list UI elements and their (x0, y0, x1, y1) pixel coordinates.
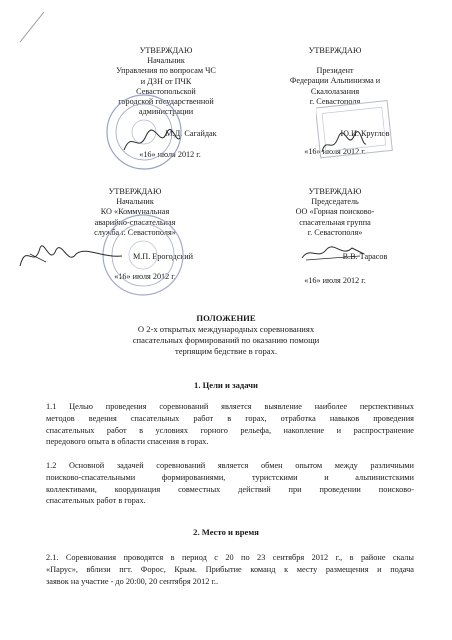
approval-signature-name: М.П. Ерогодский (132, 252, 194, 262)
approval-block-emergency-department (100, 46, 232, 160)
approval-line: Президент (316, 66, 354, 76)
paragraph-line: 1.2 Основной задачей соревнований является обмен опытом между различными (46, 461, 414, 470)
paragraph-1-1 (46, 401, 414, 448)
paragraph-line: методов ведения спасательных работ в горах, отработка навыков проведения (46, 413, 414, 423)
approval-line: ОО «Горная поисково- (295, 207, 375, 217)
approval-line: администрации (138, 107, 194, 117)
paragraph-1-2 (46, 460, 414, 507)
approval-heading: УТВЕРЖДАЮ (308, 46, 362, 55)
section-heading: 2. Место и время (193, 527, 259, 537)
title-line: спасательных формирований по оказанию помощи (132, 335, 320, 345)
approval-block-alpinism-federation (268, 46, 402, 157)
paragraph-2-1 (46, 552, 414, 587)
approval-line: г. Севастополя» (307, 227, 363, 237)
approval-heading: УТВЕРЖДАЮ (308, 187, 362, 196)
approval-signature-name: Ю.И. Круглов (340, 129, 390, 139)
paragraph-line: спасательных работ в горах. (46, 496, 146, 506)
approval-date: «16» июля 2012 г. (304, 147, 366, 157)
paragraph-line: заявок на участие - до 20:00, 20 сентября 2012 г.. (46, 576, 219, 586)
paragraph-line: поисково-спасательными формированиями, туристскими и альпинистскими (46, 472, 414, 482)
approval-line: спасательная группа (299, 217, 371, 227)
approval-heading: УТВЕРЖДАЮ (108, 187, 162, 196)
title-line: ПОЛОЖЕНИЕ (196, 313, 256, 323)
document-title (60, 313, 392, 357)
approval-line: Управления по вопросам ЧС (116, 66, 216, 76)
title-line: О 2-х открытых международных соревнованиях (137, 324, 315, 334)
approval-line: городской государственной (118, 97, 214, 107)
approval-line: г. Севастополя (309, 96, 361, 106)
paragraph-line: 2.1. Соревнования проводятся в период с 20 по 23 сентября 2012 г., в районе скалы (46, 553, 414, 562)
approval-date: «16» июля 2012 г. (139, 149, 201, 159)
approval-signature-name: В.В. Тарасов (342, 252, 388, 262)
approval-line: Председатель (311, 197, 359, 207)
section-heading: 1. Цели и задачи (194, 380, 258, 390)
title-line: терпящим бедствие в горах. (174, 346, 278, 356)
paragraph-line: спасательных работ в условиях горного рельефа, накопление и распространение (46, 425, 414, 435)
paragraph-line: передового опыта в области спасения в горах. (46, 437, 209, 447)
approval-line: Скалолазания (310, 86, 360, 96)
approval-line: КО «Коммунальная (100, 207, 170, 217)
corner-pen-mark (18, 6, 58, 46)
paragraph-line: коллективами, координация совместных действий при проведении поисково- (46, 484, 414, 494)
approval-line: аварийно-спасательная (94, 217, 176, 227)
approval-line: Федерации Альпинизма и (289, 76, 381, 86)
approval-heading: УТВЕРЖДАЮ (139, 46, 193, 55)
approval-block-mountain-rescue-group (268, 187, 402, 286)
approval-line: Начальник (147, 56, 185, 66)
approval-date: «16» июля 2012 г. (304, 276, 366, 286)
approval-signature-name: М.Д. Сагайдак (165, 129, 217, 139)
approval-block-rescue-service (70, 187, 200, 282)
approval-line: служба г. Севастополя» (94, 227, 176, 237)
paragraph-line: «Парус», вблизи пгт. Форос, Крым. Прибытие команд к месту размещения и подача (46, 564, 414, 574)
approval-line: Начальник (116, 197, 154, 207)
approval-date: «16» июля 2012 г. (114, 272, 176, 282)
approval-line: и ДЗН от ПЧК (140, 76, 192, 86)
approval-line: Севастопольской (136, 86, 196, 96)
paragraph-line: 1.1 Целью проведения соревнований является выявление наиболее перспективных (46, 402, 414, 411)
